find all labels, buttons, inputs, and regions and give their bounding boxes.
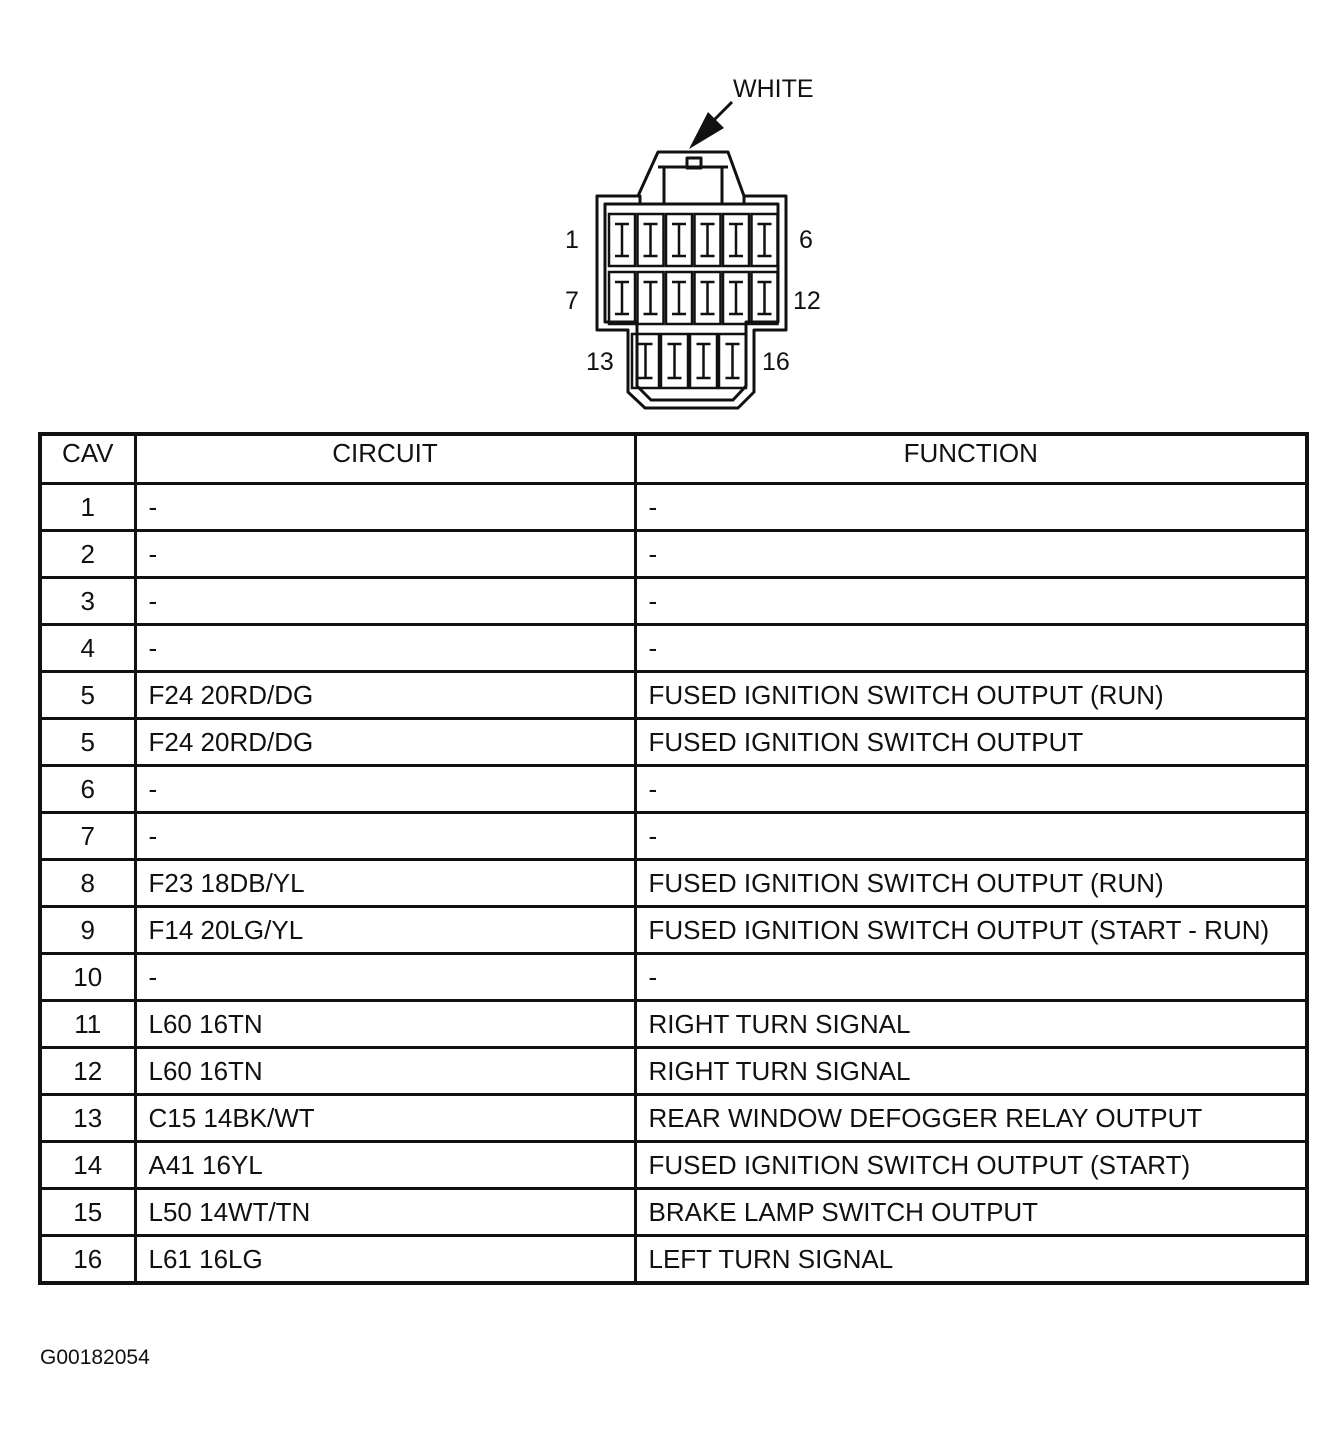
cav-cell: 3 [40,578,135,625]
pin-label-7: 7 [565,287,579,315]
table-row [40,1189,1307,1236]
pin-cavity [695,272,721,324]
header-function: FUNCTION [635,434,1307,484]
circuit-cell: F14 20LG/YL [135,907,635,954]
circuit-cell: - [135,766,635,813]
pin-cavity [752,272,778,324]
table-body [40,484,1307,1284]
pin-label-12: 12 [793,287,821,315]
circuit-cell: - [135,531,635,578]
cav-cell: 6 [40,766,135,813]
pin-cavity [723,272,749,324]
cav-cell: 10 [40,954,135,1001]
function-cell: RIGHT TURN SIGNAL [635,1048,1307,1095]
function-cell: FUSED IGNITION SWITCH OUTPUT (RUN) [635,860,1307,907]
table-row [40,813,1307,860]
cav-cell: 14 [40,1142,135,1189]
circuit-cell: F24 20RD/DG [135,719,635,766]
cav-cell: 12 [40,1048,135,1095]
pin-cavity [752,214,778,266]
pin-cavity [719,334,746,388]
function-cell: LEFT TURN SIGNAL [635,1236,1307,1284]
table-row [40,1048,1307,1095]
header-cav: CAV [40,434,135,484]
pin-cavity [661,334,688,388]
connector-diagram [0,0,1343,420]
table-row [40,625,1307,672]
table-row [40,1142,1307,1189]
cav-cell: 11 [40,1001,135,1048]
circuit-cell: - [135,625,635,672]
circuit-cell: A41 16YL [135,1142,635,1189]
function-cell: - [635,625,1307,672]
cav-cell: 16 [40,1236,135,1284]
cav-cell: 1 [40,484,135,531]
function-cell: REAR WINDOW DEFOGGER RELAY OUTPUT [635,1095,1307,1142]
table-row [40,766,1307,813]
cav-cell: 5 [40,672,135,719]
function-cell: - [635,531,1307,578]
leader-arrowhead [689,112,724,149]
connector-color-label: WHITE [733,75,814,103]
circuit-cell: F24 20RD/DG [135,672,635,719]
table-row [40,719,1307,766]
circuit-cell: - [135,954,635,1001]
function-cell: FUSED IGNITION SWITCH OUTPUT (RUN) [635,672,1307,719]
function-cell: - [635,766,1307,813]
pin-cavity [609,272,635,324]
pin-label-1: 1 [565,226,579,254]
table-row [40,860,1307,907]
circuit-cell: F23 18DB/YL [135,860,635,907]
pin-cavity [723,214,749,266]
table-row [40,1001,1307,1048]
pin-cavity [609,214,635,266]
function-cell: RIGHT TURN SIGNAL [635,1001,1307,1048]
function-cell: FUSED IGNITION SWITCH OUTPUT [635,719,1307,766]
circuit-cell: - [135,484,635,531]
pin-cavity [638,214,664,266]
pin-label-13: 13 [586,348,614,376]
pin-cavity [666,272,692,324]
function-cell: - [635,954,1307,1001]
function-cell: BRAKE LAMP SWITCH OUTPUT [635,1189,1307,1236]
function-cell: - [635,484,1307,531]
header-circuit: CIRCUIT [135,434,635,484]
function-cell: FUSED IGNITION SWITCH OUTPUT (START - RUN) [635,907,1307,954]
table-row [40,672,1307,719]
pin-cavities [609,214,778,388]
table-row [40,1095,1307,1142]
pin-cavity [695,214,721,266]
pin-label-16: 16 [762,348,790,376]
table-row [40,954,1307,1001]
pin-cavity [690,334,717,388]
cav-cell: 9 [40,907,135,954]
connector-pinout-table [38,432,1309,1285]
circuit-cell: C15 14BK/WT [135,1095,635,1142]
cav-cell: 15 [40,1189,135,1236]
circuit-cell: L60 16TN [135,1048,635,1095]
table-row [40,484,1307,531]
cav-cell: 8 [40,860,135,907]
pin-cavity [638,272,664,324]
cav-cell: 5 [40,719,135,766]
pin-label-6: 6 [799,226,813,254]
function-cell: - [635,813,1307,860]
function-cell: FUSED IGNITION SWITCH OUTPUT (START) [635,1142,1307,1189]
circuit-cell: - [135,578,635,625]
circuit-cell: L61 16LG [135,1236,635,1284]
circuit-cell: L50 14WT/TN [135,1189,635,1236]
cav-cell: 7 [40,813,135,860]
figure-id: G00182054 [40,1346,150,1369]
table-row [40,907,1307,954]
function-cell: - [635,578,1307,625]
table-row [40,1236,1307,1284]
cav-cell: 4 [40,625,135,672]
pin-cavity [666,214,692,266]
table-row [40,578,1307,625]
cav-cell: 13 [40,1095,135,1142]
table-header-row [40,434,1307,484]
cav-cell: 2 [40,531,135,578]
circuit-cell: - [135,813,635,860]
table-row [40,531,1307,578]
circuit-cell: L60 16TN [135,1001,635,1048]
